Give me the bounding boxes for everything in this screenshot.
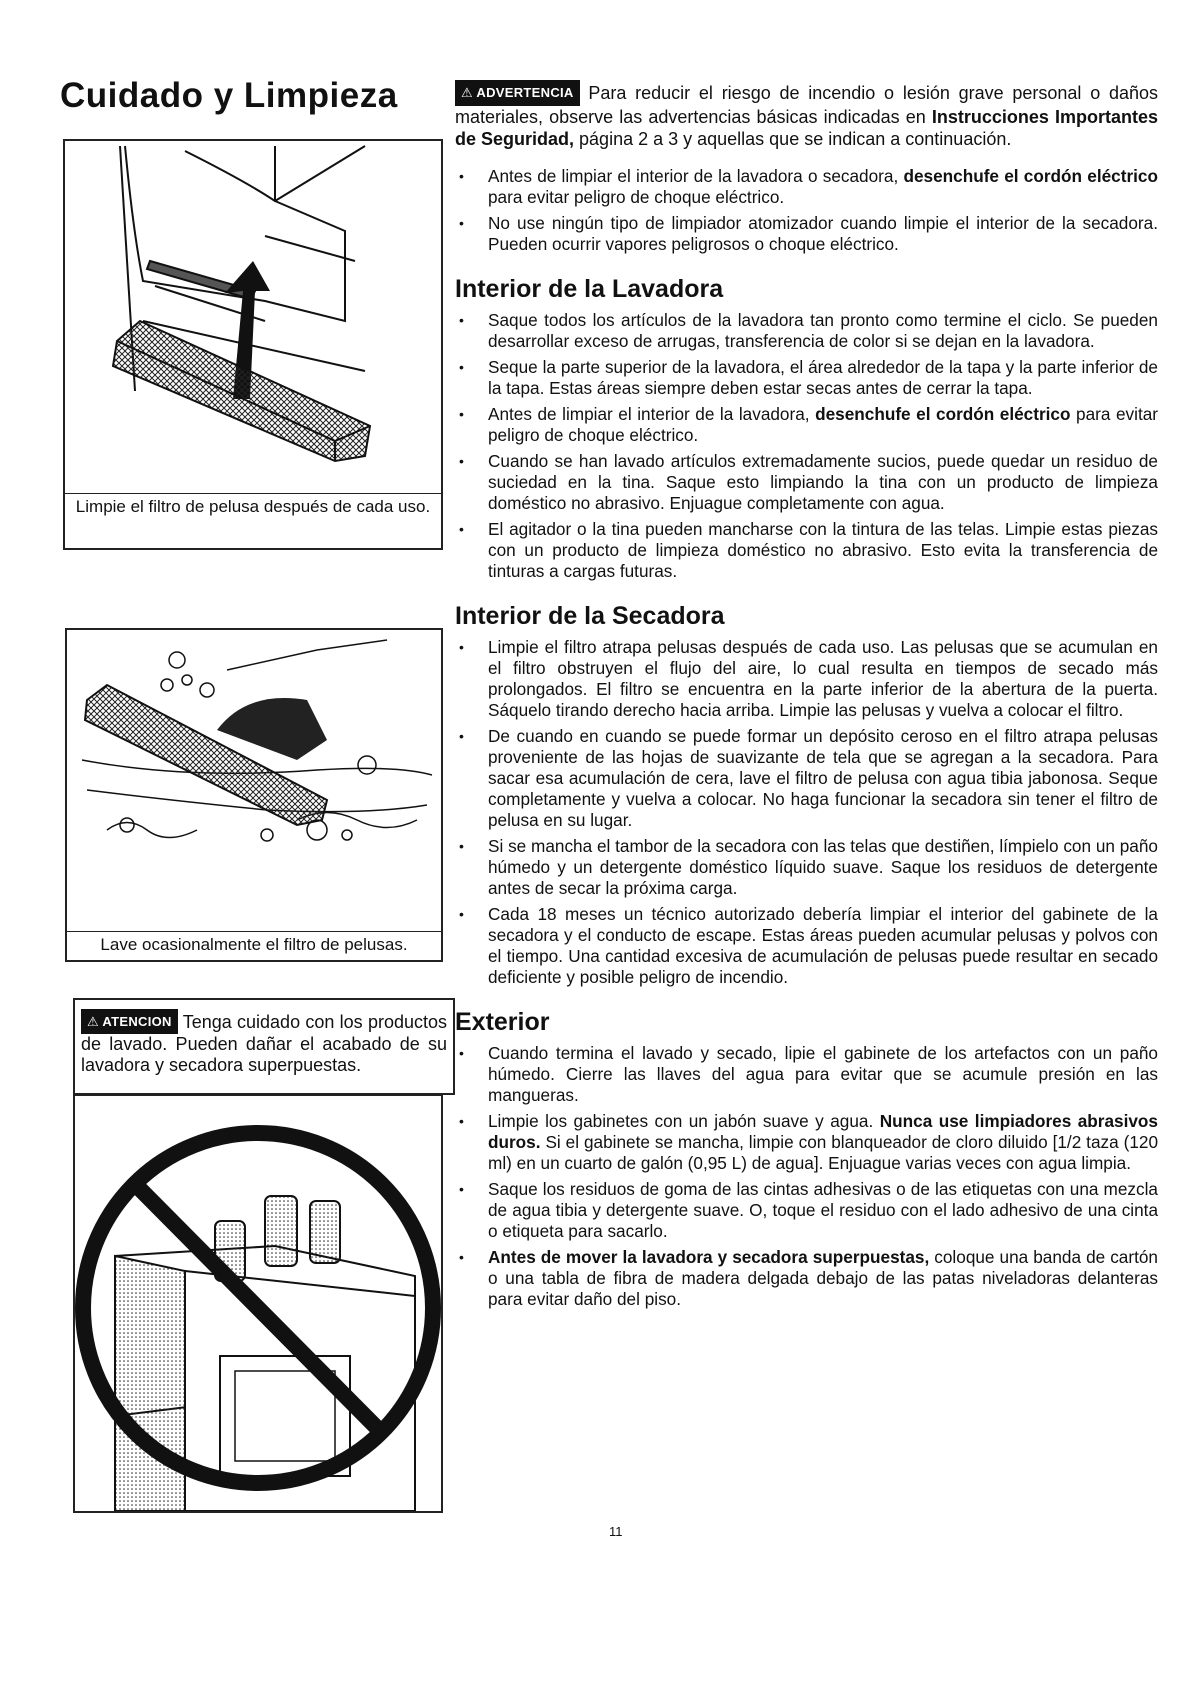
list-item: • Cuando se han lavado artículos extremadamente sucios, puede quedar un residuo de suciedad en la tina. Saque esto limpiando la tina con un producto de limpieza doméstico no abrasivo. Enjuague completamente con agua. (459, 451, 1158, 513)
list-item: • Limpie los gabinetes con un jabón suave y agua. Nunca use limpiadores abrasivos duros. Si el gabinete se mancha, limpie con blanqueador de cloro diluido [1/2 taza (120 ml) en un cuarto de galón (0,95 L) de agua]. Enjuague varias veces con agua limpia. (459, 1111, 1158, 1173)
list-item: • Saque todos los artículos de la lavadora tan pronto como termine el ciclo. Se pueden desarrollar exceso de arrugas, transferencia de color si se dejan en la lavadora. (459, 310, 1158, 351)
bullet-icon: • (459, 1113, 464, 1129)
caution-box (73, 998, 455, 1095)
bullet-icon: • (459, 215, 464, 231)
general-bullet-list (455, 166, 1158, 255)
bullet-icon: • (459, 406, 464, 422)
bullet-icon: • (459, 1249, 464, 1265)
figure-caption: Limpie el filtro de pelusa después de cada uso. (65, 493, 441, 548)
list-item: • Limpie el filtro atrapa pelusas después de cada uso. Las pelusas que se acumulan en el filtro obstruyen el flujo del aire, lo cual resulta en tiempos de secado más prolongados. El filtro se encuentra en la parte inferior de la abertura de la puerta. Sáquelo tirando derecho hacia arriba. Limpie las pelusas y vuelva a colocar el filtro. (459, 637, 1158, 720)
list-item: • Seque la parte superior de la lavadora, el área alrededor de la tapa y la parte inferior de la tapa. Estas áreas siempre deben estar secas antes de cerrar la tapa. (459, 357, 1158, 398)
bullet-icon: • (459, 728, 464, 744)
bullet-icon: • (459, 1181, 464, 1197)
section-heading: Interior de la Secadora (455, 602, 725, 630)
figure-lint-filter (63, 139, 443, 550)
figure-caption: Lave ocasionalmente el filtro de pelusas. (67, 931, 441, 960)
list-item: • No use ningún tipo de limpiador atomizador cuando limpie el interior de la secadora. Pueden ocurrir vapores peligrosos o choque eléctrico. (459, 213, 1158, 254)
warning-intro (455, 80, 1158, 150)
page-title: Cuidado y Limpieza (60, 76, 398, 115)
bullet-icon: • (459, 359, 464, 375)
sections (455, 275, 1158, 1310)
lint-filter-illustration (65, 141, 441, 496)
section-heading: Exterior (455, 1008, 550, 1036)
section-heading: Interior de la Lavadora (455, 275, 724, 303)
bullet-icon: • (459, 521, 464, 537)
page-number: 11 (609, 1524, 623, 1539)
bullet-icon: • (459, 453, 464, 469)
bullet-icon: • (459, 1045, 464, 1061)
list-item: • Antes de limpiar el interior de la lavadora o secadora, desenchufe el cordón eléctrico para evitar peligro de choque eléctrico. (459, 166, 1158, 207)
wash-filter-illustration (67, 630, 441, 920)
warning-text: Para reducir el riesgo de incendio o lesión grave personal o daños materiales, observe las advertencias básicas indicadas en (455, 83, 1158, 127)
prohibited-sign-icon (75, 1096, 441, 1511)
list-item: • Saque los residuos de goma de las cintas adhesivas o de las etiquetas con una mezcla de agua tibia y detergente suave. O, toque el residuo con el lado adhesivo de una cinta o etiqueta para sacarlo. (459, 1179, 1158, 1241)
section-bullet-list (455, 637, 1158, 988)
list-item: • Cada 18 meses un técnico autorizado debería limpiar el interior del gabinete de la secadora y el conducto de escape. Estas áreas pueden acumular pelusas y polvos con el tiempo. Una cantidad excesiva de acumulación de pelusas puede resultar en secado deficiente y posible peligro de incendio. (459, 904, 1158, 987)
warning-text-end: página 2 a 3 y aquellas que se indican a continuación. (574, 129, 1012, 149)
bullet-icon: • (459, 168, 464, 184)
list-item: • Cuando termina el lavado y secado, lipie el gabinete de los artefactos con un paño húmedo. Cierre las llaves del agua para evitar que se acumule presión en las mangueras. (459, 1043, 1158, 1105)
warning-triangle-icon: ⚠ (87, 1014, 99, 1029)
caution-badge: ⚠ ATENCION (81, 1009, 178, 1034)
warning-badge: ⚠ ADVERTENCIA (455, 80, 580, 106)
warning-triangle-icon: ⚠ (461, 85, 473, 100)
bullet-icon: • (459, 838, 464, 854)
list-item: • El agitador o la tina pueden mancharse con la tintura de las telas. Limpie estas piezas con un producto de limpieza doméstico no abrasivo. Esto evita la transferencia de tinturas a cargas futuras. (459, 519, 1158, 581)
warning-bold-text: Instrucciones Importantes de Seguridad, (455, 107, 1158, 149)
list-item: • Antes de mover la lavadora y secadora superpuestas, coloque una banda de cartón o una tabla de fibra de madera delgada debajo de las patas niveladoras delanteras para evitar daño del piso. (459, 1247, 1158, 1309)
figure-no-spray (73, 1094, 443, 1513)
list-item: • Antes de limpiar el interior de la lavadora, desenchufe el cordón eléctrico para evitar peligro de choque eléctrico. (459, 404, 1159, 445)
list-item: • Si se mancha el tambor de la secadora con las telas que destiñen, límpielo con un paño húmedo y un detergente doméstico líquido suave. Saque los residuos de detergente antes de secar la próxima carga. (459, 836, 1158, 898)
bullet-icon: • (459, 639, 464, 655)
section-bullet-list (455, 1043, 1158, 1310)
bullet-icon: • (459, 906, 464, 922)
section-bullet-list (455, 310, 1158, 582)
caution-text: Tenga cuidado con los productos de lavado. Pueden dañar el acabado de su lavadora y secadora superpuestas. (81, 1012, 447, 1075)
main-content (455, 80, 1158, 1315)
bullet-icon: • (459, 312, 464, 328)
figure-wash-filter (65, 628, 443, 962)
list-item: • De cuando en cuando se puede formar un depósito ceroso en el filtro atrapa pelusas proveniente de las hojas de suavizante de tela que se agregan a la secadora. Para sacar esa acumulación de cera, lave el filtro de pelusa con agua tibia jabonosa. Seque completamente y vuelva a colocar. No haga funcionar la secadora sin tener el filtro de pelusa en su lugar. (459, 726, 1158, 830)
